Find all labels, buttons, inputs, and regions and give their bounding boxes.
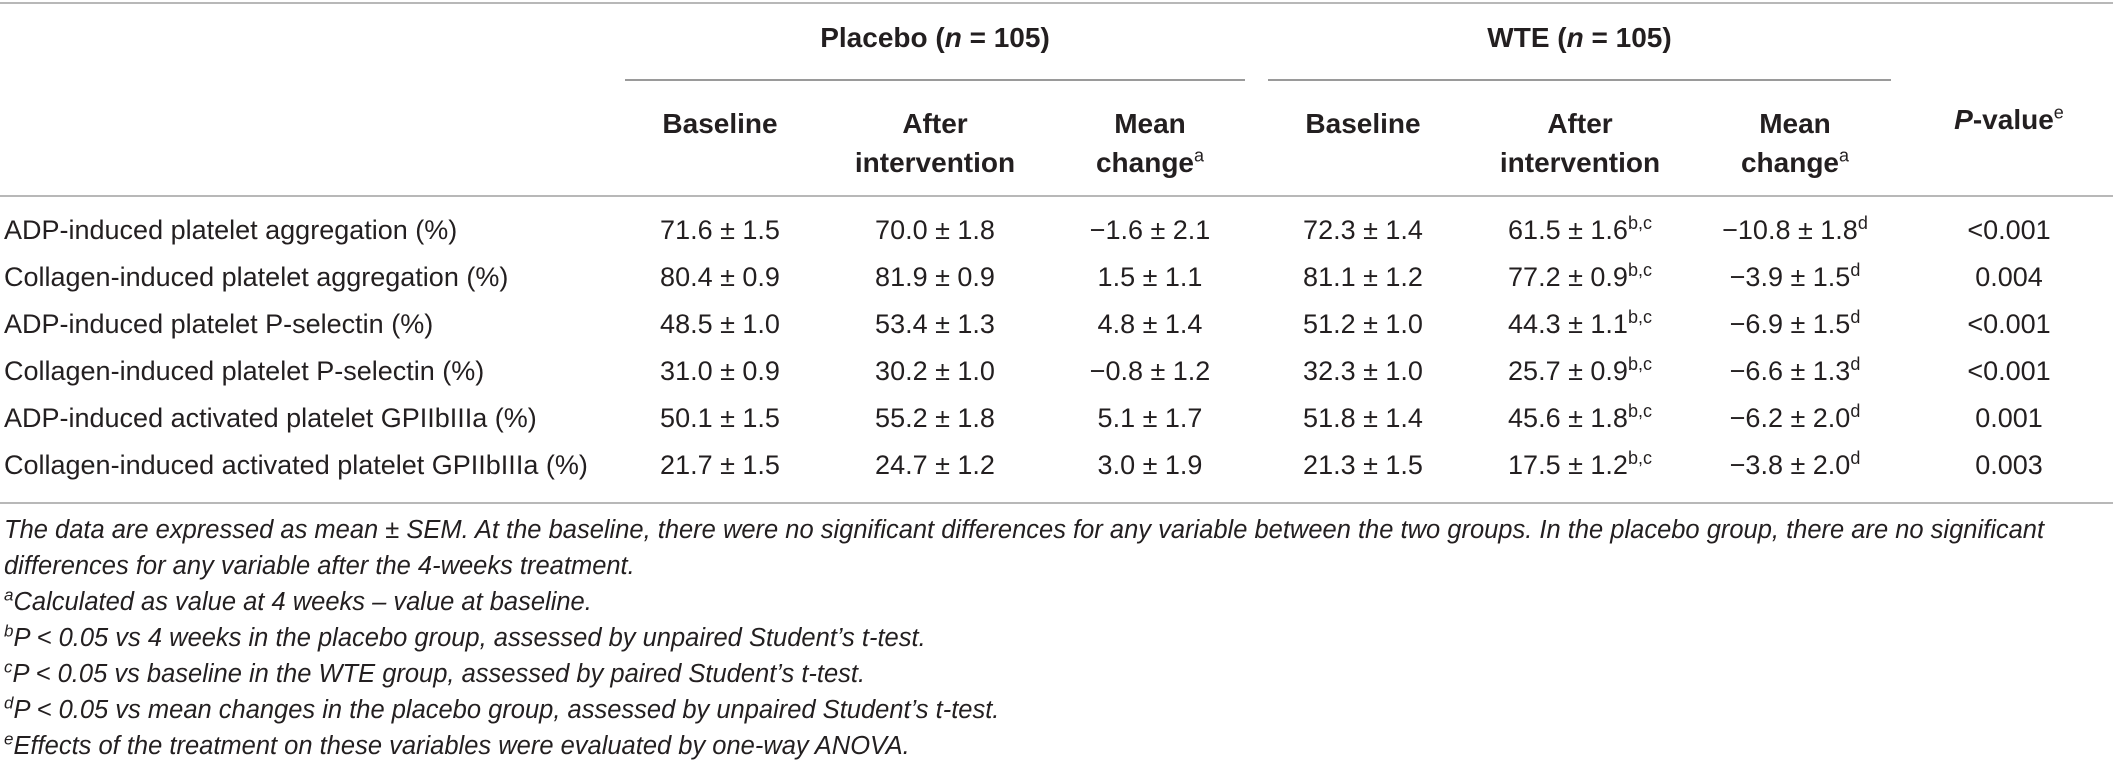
- footnote-e: $^e$Effects of the treatment on these variables were evaluated by one-way ANOVA.: [4, 729, 910, 760]
- footnote-a: $^a$Calculated as value at 4 weeks – value at baseline.: [4, 585, 592, 616]
- placebo-change-cell: −0.8 ± 1.2: [1089, 356, 1211, 386]
- pvalue-cell: <0.001: [1967, 215, 2051, 245]
- wte-after-cell: $44.3 \pm 1.1^{b,c}$: [1508, 307, 1652, 339]
- col-header-placebo-after: After intervention: [854, 108, 1016, 178]
- wte-after-cell: $17.5 \pm 1.2^{b,c}$: [1508, 448, 1652, 480]
- table-row: [0, 262, 2113, 309]
- pvalue-cell: 0.003: [1975, 450, 2043, 480]
- footnote-b: $^b$P < 0.05 vs 4 weeks in the placebo group, assessed by unpaired Student’s t-test.: [4, 621, 926, 652]
- placebo-change-cell: 3.0 ± 1.9: [1097, 450, 1203, 480]
- placebo-baseline-cell: 21.7 ± 1.5: [660, 450, 780, 480]
- wte-after-cell: $77.2 \pm 0.9^{b,c}$: [1508, 260, 1652, 292]
- placebo-change-cell: −1.6 ± 2.1: [1089, 215, 1211, 245]
- footnote-d: $^d$P < 0.05 vs mean changes in the placebo group, assessed by unpaired Student’s t-test.: [4, 693, 1000, 724]
- table-row: [0, 356, 2113, 403]
- wte-after-cell: $25.7 \pm 0.9^{b,c}$: [1508, 354, 1652, 386]
- placebo-baseline-cell: 48.5 ± 1.0: [660, 309, 780, 339]
- col-header-wte-mean-change: Mean change$^a$: [1740, 108, 1850, 178]
- table-row: [0, 215, 2113, 262]
- wte-change-cell: −3.9 ± 1.5$^d$: [1729, 260, 1861, 292]
- wte-group-rule: [1268, 79, 1891, 81]
- placebo-after-cell: 30.2 ± 1.0: [875, 356, 995, 386]
- placebo-after-cell: 24.7 ± 1.2: [875, 450, 995, 480]
- col-header-placebo-baseline: Baseline: [662, 108, 778, 139]
- row-label: ADP-induced platelet aggregation (%): [4, 215, 458, 245]
- wte-baseline-cell: 72.3 ± 1.4: [1303, 215, 1423, 245]
- row-label: Collagen-induced platelet P-selectin (%): [4, 356, 485, 386]
- pvalue-cell: 0.004: [1975, 262, 2043, 292]
- wte-after-cell: $45.6 \pm 1.8^{b,c}$: [1508, 401, 1652, 433]
- pvalue-cell: <0.001: [1967, 309, 2051, 339]
- placebo-group-rule: [625, 79, 1245, 81]
- row-label: ADP-induced activated platelet GPIIbIIIa (%): [4, 403, 537, 433]
- col-header-pvalue: P-value$^e$: [1954, 102, 2064, 135]
- placebo-change-cell: 4.8 ± 1.4: [1097, 309, 1203, 339]
- wte-baseline-cell: 32.3 ± 1.0: [1303, 356, 1423, 386]
- placebo-baseline-cell: 71.6 ± 1.5: [660, 215, 780, 245]
- table-notes: [4, 512, 2109, 764]
- placebo-after-cell: 55.2 ± 1.8: [875, 403, 995, 433]
- col-header-placebo-mean-change: Mean change$^a$: [1095, 108, 1205, 178]
- col-header-wte-after: After intervention: [1499, 108, 1661, 178]
- bottom-rule: [0, 502, 2113, 504]
- group-header-placebo: Placebo (n = 105): [820, 22, 1050, 53]
- row-label: Collagen-induced platelet aggregation (%): [4, 262, 509, 292]
- pvalue-cell: 0.001: [1975, 403, 2043, 433]
- pvalue-cell: <0.001: [1967, 356, 2051, 386]
- placebo-after-cell: 53.4 ± 1.3: [875, 309, 995, 339]
- placebo-after-cell: 81.9 ± 0.9: [875, 262, 995, 292]
- wte-baseline-cell: 51.8 ± 1.4: [1303, 403, 1423, 433]
- group-header-wte: WTE (n = 105): [1487, 22, 1672, 53]
- wte-baseline-cell: 51.2 ± 1.0: [1303, 309, 1423, 339]
- top-rule: [0, 2, 2113, 4]
- table-row: [0, 450, 2113, 497]
- col-header-wte-baseline: Baseline: [1305, 108, 1421, 139]
- wte-change-cell: −6.9 ± 1.5$^d$: [1729, 307, 1861, 339]
- footnote-c: $^c$P < 0.05 vs baseline in the WTE group, assessed by paired Student’s t-test.: [4, 657, 866, 688]
- wte-change-cell: −6.6 ± 1.3$^d$: [1729, 354, 1861, 386]
- placebo-change-cell: 1.5 ± 1.1: [1097, 262, 1203, 292]
- wte-baseline-cell: 21.3 ± 1.5: [1303, 450, 1423, 480]
- wte-change-cell: −6.2 ± 2.0$^d$: [1729, 401, 1861, 433]
- row-label: ADP-induced platelet P-selectin (%): [4, 309, 434, 339]
- row-label: Collagen-induced activated platelet GPIIbIIIa (%): [4, 450, 588, 480]
- header-rule: [0, 195, 2113, 197]
- placebo-baseline-cell: 31.0 ± 0.9: [660, 356, 780, 386]
- wte-change-cell: −10.8 ± 1.8$^d$: [1722, 213, 1868, 245]
- placebo-baseline-cell: 80.4 ± 0.9: [660, 262, 780, 292]
- wte-after-cell: $61.5 \pm 1.6^{b,c}$: [1508, 213, 1652, 245]
- table-row: [0, 403, 2113, 450]
- placebo-after-cell: 70.0 ± 1.8: [875, 215, 995, 245]
- wte-baseline-cell: 81.1 ± 1.2: [1303, 262, 1423, 292]
- notes-summary: The data are expressed as mean ± SEM. At the baseline, there were no significant differences for any variable between the two groups. In the placebo group, there are no significant differences for any variable after the 4-weeks treatment.: [4, 516, 2045, 580]
- placebo-change-cell: 5.1 ± 1.7: [1097, 403, 1203, 433]
- wte-change-cell: −3.8 ± 2.0$^d$: [1729, 448, 1861, 480]
- table-row: [0, 309, 2113, 356]
- placebo-baseline-cell: 50.1 ± 1.5: [660, 403, 780, 433]
